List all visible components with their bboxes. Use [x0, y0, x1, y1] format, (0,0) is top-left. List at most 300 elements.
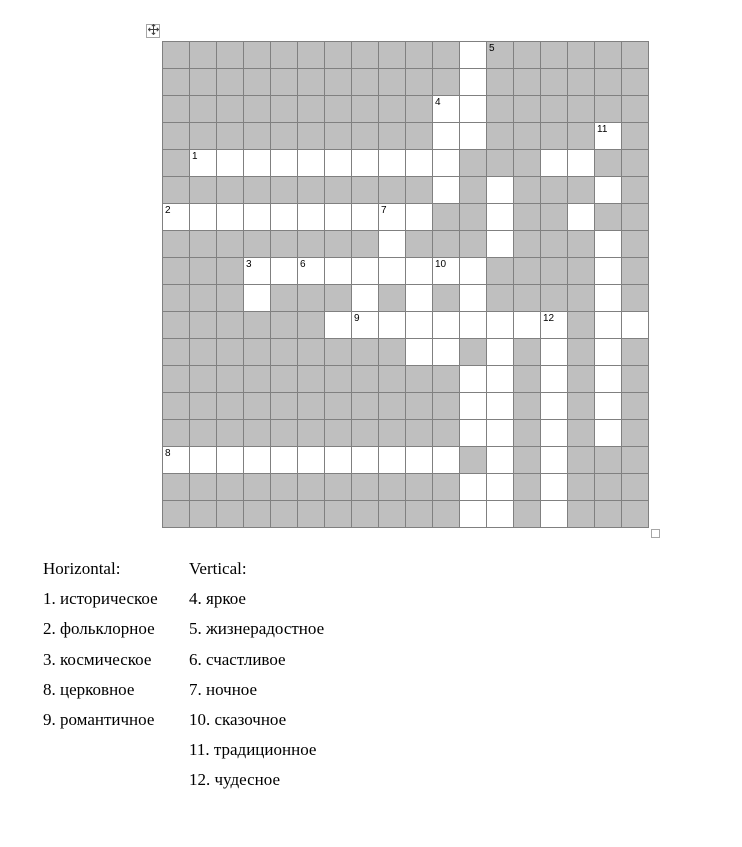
answer-cell[interactable]: [406, 312, 433, 339]
answer-cell[interactable]: [541, 339, 568, 366]
blocked-cell: [271, 285, 298, 312]
blocked-cell: [622, 150, 649, 177]
grid-row: [163, 339, 649, 366]
blocked-cell: [163, 177, 190, 204]
answer-cell[interactable]: [568, 150, 595, 177]
clue-number: 9: [354, 313, 360, 324]
vertical-clue: 10. сказочное: [189, 709, 287, 729]
crossword-grid: [162, 41, 649, 528]
blocked-cell: [190, 231, 217, 258]
blocked-cell: [271, 393, 298, 420]
answer-cell[interactable]: [433, 123, 460, 150]
blocked-cell: [433, 42, 460, 69]
blocked-cell: [298, 420, 325, 447]
answer-cell[interactable]: [352, 312, 379, 339]
horizontal-clues-title: Horizontal:: [43, 559, 121, 578]
blocked-cell: [622, 339, 649, 366]
answer-cell[interactable]: [244, 258, 271, 285]
blocked-cell: [541, 42, 568, 69]
blocked-cell: [163, 393, 190, 420]
blocked-cell: [595, 69, 622, 96]
answer-cell[interactable]: [487, 474, 514, 501]
blocked-cell: [163, 339, 190, 366]
blocked-cell: [217, 231, 244, 258]
blocked-cell: [487, 69, 514, 96]
blocked-cell: [352, 231, 379, 258]
answer-cell[interactable]: [244, 285, 271, 312]
answer-cell[interactable]: [379, 231, 406, 258]
blocked-cell: [379, 177, 406, 204]
answer-cell[interactable]: [352, 150, 379, 177]
grid-row: [163, 204, 649, 231]
blocked-cell: [568, 474, 595, 501]
vertical-clue: 4. яркое: [189, 589, 246, 609]
answer-cell[interactable]: [244, 447, 271, 474]
blocked-cell: [298, 312, 325, 339]
answer-cell[interactable]: [190, 204, 217, 231]
blocked-cell: [298, 501, 325, 528]
blocked-cell: [190, 69, 217, 96]
blocked-cell: [217, 123, 244, 150]
blocked-cell: [622, 204, 649, 231]
blocked-cell: [325, 366, 352, 393]
blocked-cell: [433, 393, 460, 420]
blocked-cell: [163, 96, 190, 123]
answer-cell[interactable]: [595, 177, 622, 204]
blocked-cell: [568, 285, 595, 312]
answer-cell[interactable]: [406, 204, 433, 231]
answer-cell[interactable]: [460, 96, 487, 123]
blocked-cell: [271, 420, 298, 447]
table-resize-handle[interactable]: [651, 529, 660, 538]
blocked-cell: [433, 501, 460, 528]
answer-cell[interactable]: [487, 366, 514, 393]
answer-cell[interactable]: [433, 96, 460, 123]
answer-cell[interactable]: [595, 231, 622, 258]
clue-number: 11: [597, 124, 608, 135]
blocked-cell: [568, 420, 595, 447]
blocked-cell: [271, 366, 298, 393]
vertical-clues: [189, 559, 324, 801]
blocked-cell: [217, 393, 244, 420]
grid-row: [163, 258, 649, 285]
blocked-cell: [271, 501, 298, 528]
clue-number: 7: [381, 205, 387, 216]
answer-cell[interactable]: [379, 150, 406, 177]
blocked-cell: [568, 123, 595, 150]
blocked-cell: [568, 501, 595, 528]
blocked-cell: [514, 96, 541, 123]
blocked-cell: [487, 285, 514, 312]
blocked-cell: [622, 123, 649, 150]
blocked-cell: [460, 150, 487, 177]
blocked-cell: [190, 258, 217, 285]
answer-cell[interactable]: [595, 258, 622, 285]
blocked-cell: [190, 123, 217, 150]
blocked-cell: [514, 285, 541, 312]
blocked-cell: [298, 177, 325, 204]
blocked-cell: [622, 447, 649, 474]
answer-cell[interactable]: [460, 285, 487, 312]
answer-cell[interactable]: [433, 312, 460, 339]
blocked-cell: [514, 231, 541, 258]
grid-row: [163, 177, 649, 204]
blocked-cell: [541, 96, 568, 123]
blocked-cell: [568, 258, 595, 285]
blocked-cell: [244, 69, 271, 96]
answer-cell[interactable]: [487, 447, 514, 474]
blocked-cell: [163, 258, 190, 285]
blocked-cell: [541, 177, 568, 204]
answer-cell[interactable]: [325, 204, 352, 231]
answer-cell[interactable]: [460, 123, 487, 150]
answer-cell[interactable]: [298, 258, 325, 285]
blocked-cell: [298, 285, 325, 312]
blocked-cell: [433, 285, 460, 312]
answer-cell[interactable]: [460, 501, 487, 528]
blocked-cell: [298, 123, 325, 150]
blocked-cell: [622, 474, 649, 501]
answer-cell[interactable]: [487, 231, 514, 258]
blocked-cell: [514, 501, 541, 528]
blocked-cell: [271, 123, 298, 150]
blocked-cell: [487, 150, 514, 177]
answer-cell[interactable]: [352, 447, 379, 474]
blocked-cell: [244, 96, 271, 123]
answer-cell[interactable]: [568, 204, 595, 231]
clue-number: 2: [165, 205, 171, 216]
blocked-cell: [622, 177, 649, 204]
blocked-cell: [325, 231, 352, 258]
answer-cell[interactable]: [217, 204, 244, 231]
answer-cell[interactable]: [406, 285, 433, 312]
clue-number: 10: [435, 259, 447, 270]
blocked-cell: [352, 177, 379, 204]
blocked-cell: [325, 474, 352, 501]
blocked-cell: [217, 420, 244, 447]
answer-cell[interactable]: [595, 420, 622, 447]
blocked-cell: [379, 339, 406, 366]
answer-cell[interactable]: [622, 312, 649, 339]
answer-cell[interactable]: [217, 150, 244, 177]
blocked-cell: [298, 96, 325, 123]
blocked-cell: [514, 447, 541, 474]
answer-cell[interactable]: [487, 420, 514, 447]
answer-cell[interactable]: [595, 393, 622, 420]
blocked-cell: [460, 231, 487, 258]
answer-cell[interactable]: [487, 312, 514, 339]
blocked-cell: [595, 96, 622, 123]
blocked-cell: [487, 96, 514, 123]
blocked-cell: [325, 339, 352, 366]
answer-cell[interactable]: [487, 177, 514, 204]
blocked-cell: [541, 69, 568, 96]
answer-cell[interactable]: [460, 258, 487, 285]
blocked-cell: [244, 420, 271, 447]
answer-cell[interactable]: [352, 204, 379, 231]
grid-row: [163, 285, 649, 312]
answer-cell[interactable]: [325, 258, 352, 285]
blocked-cell: [352, 339, 379, 366]
blocked-cell: [433, 204, 460, 231]
blocked-cell: [379, 69, 406, 96]
answer-cell[interactable]: [595, 123, 622, 150]
blocked-cell: [379, 366, 406, 393]
blocked-cell: [595, 501, 622, 528]
blocked-cell: [352, 474, 379, 501]
blocked-cell: [352, 393, 379, 420]
answer-cell[interactable]: [460, 420, 487, 447]
blocked-cell: [163, 150, 190, 177]
blocked-cell: [514, 339, 541, 366]
answer-cell[interactable]: [271, 447, 298, 474]
blocked-cell: [217, 312, 244, 339]
blocked-cell: [541, 285, 568, 312]
answer-cell[interactable]: [541, 393, 568, 420]
answer-cell[interactable]: [352, 285, 379, 312]
answer-cell[interactable]: [433, 177, 460, 204]
blocked-cell: [622, 96, 649, 123]
blocked-cell: [514, 204, 541, 231]
blocked-cell: [514, 393, 541, 420]
blocked-cell: [325, 501, 352, 528]
answer-cell[interactable]: [514, 312, 541, 339]
blocked-cell: [433, 420, 460, 447]
answer-cell[interactable]: [433, 258, 460, 285]
blocked-cell: [433, 231, 460, 258]
blocked-cell: [379, 285, 406, 312]
blocked-cell: [514, 42, 541, 69]
answer-cell[interactable]: [595, 366, 622, 393]
answer-cell[interactable]: [595, 339, 622, 366]
vertical-clue: 12. чудесное: [189, 770, 280, 790]
answer-cell[interactable]: [271, 150, 298, 177]
blocked-cell: [190, 177, 217, 204]
blocked-cell: [244, 231, 271, 258]
answer-cell[interactable]: [406, 258, 433, 285]
clue-number: 12: [543, 313, 555, 324]
blocked-cell: [271, 96, 298, 123]
answer-cell[interactable]: [487, 393, 514, 420]
answer-cell[interactable]: [541, 447, 568, 474]
blocked-cell: [163, 420, 190, 447]
grid-row: [163, 447, 649, 474]
answer-cell[interactable]: [595, 285, 622, 312]
answer-cell[interactable]: [325, 447, 352, 474]
blocked-cell: [217, 501, 244, 528]
blocked-cell: [217, 96, 244, 123]
answer-cell[interactable]: [406, 447, 433, 474]
answer-cell[interactable]: [163, 204, 190, 231]
vertical-clues-title: Vertical:: [189, 559, 247, 578]
answer-cell[interactable]: [460, 474, 487, 501]
clue-number: 3: [246, 259, 252, 270]
answer-cell[interactable]: [541, 312, 568, 339]
blocked-cell: [163, 285, 190, 312]
answer-cell[interactable]: [433, 150, 460, 177]
blocked-cell: [244, 177, 271, 204]
blocked-cell: [514, 420, 541, 447]
blocked-cell: [163, 231, 190, 258]
blocked-cell: [244, 474, 271, 501]
blocked-cell: [514, 69, 541, 96]
answer-cell[interactable]: [487, 501, 514, 528]
blocked-cell: [379, 393, 406, 420]
blocked-cell: [190, 474, 217, 501]
answer-cell[interactable]: [460, 42, 487, 69]
move-arrows-icon: [148, 22, 159, 40]
blocked-cell: [568, 339, 595, 366]
blocked-cell: [298, 366, 325, 393]
blocked-cell: [190, 285, 217, 312]
grid-row: [163, 150, 649, 177]
answer-cell[interactable]: [595, 312, 622, 339]
grid-row: [163, 393, 649, 420]
grid-row: [163, 69, 649, 96]
blocked-cell: [325, 96, 352, 123]
blocked-cell: [217, 177, 244, 204]
blocked-cell: [406, 474, 433, 501]
clue-number: 1: [192, 151, 198, 162]
answer-cell[interactable]: [190, 150, 217, 177]
blocked-cell: [163, 312, 190, 339]
blocked-cell: [622, 501, 649, 528]
blocked-cell: [379, 420, 406, 447]
vertical-clue: 6. счастливое: [189, 649, 286, 669]
answer-cell[interactable]: [190, 447, 217, 474]
blocked-cell: [163, 474, 190, 501]
blocked-cell: [595, 447, 622, 474]
blocked-cell: [325, 177, 352, 204]
answer-cell[interactable]: [460, 312, 487, 339]
blocked-cell: [568, 393, 595, 420]
blocked-cell: [190, 96, 217, 123]
answer-cell[interactable]: [352, 258, 379, 285]
answer-cell[interactable]: [406, 339, 433, 366]
grid-row: [163, 312, 649, 339]
horizontal-clue: 3. космическое: [43, 649, 152, 669]
blocked-cell: [622, 420, 649, 447]
blocked-cell: [244, 42, 271, 69]
blocked-cell: [298, 69, 325, 96]
answer-cell[interactable]: [541, 150, 568, 177]
answer-cell[interactable]: [460, 366, 487, 393]
blocked-cell: [352, 42, 379, 69]
blocked-cell: [325, 285, 352, 312]
blocked-cell: [433, 69, 460, 96]
blocked-cell: [244, 501, 271, 528]
grid-row: [163, 420, 649, 447]
blocked-cell: [568, 366, 595, 393]
blocked-cell: [568, 231, 595, 258]
blocked-cell: [352, 69, 379, 96]
blocked-cell: [514, 366, 541, 393]
blocked-cell: [514, 177, 541, 204]
grid-row: [163, 501, 649, 528]
blocked-cell: [325, 69, 352, 96]
blocked-cell: [217, 69, 244, 96]
answer-cell[interactable]: [433, 447, 460, 474]
blocked-cell: [595, 42, 622, 69]
answer-cell[interactable]: [244, 204, 271, 231]
blocked-cell: [163, 69, 190, 96]
blocked-cell: [595, 474, 622, 501]
blocked-cell: [541, 258, 568, 285]
blocked-cell: [271, 231, 298, 258]
answer-cell[interactable]: [379, 312, 406, 339]
horizontal-clue: 9. романтичное: [43, 709, 155, 729]
answer-cell[interactable]: [487, 204, 514, 231]
blocked-cell: [217, 285, 244, 312]
answer-cell[interactable]: [244, 150, 271, 177]
answer-cell[interactable]: [298, 150, 325, 177]
answer-cell[interactable]: [460, 393, 487, 420]
answer-cell[interactable]: [325, 150, 352, 177]
blocked-cell: [460, 339, 487, 366]
answer-cell[interactable]: [541, 366, 568, 393]
answer-cell[interactable]: [379, 204, 406, 231]
answer-cell[interactable]: [298, 204, 325, 231]
answer-cell[interactable]: [217, 447, 244, 474]
vertical-clue: 5. жизнерадостное: [189, 619, 325, 639]
blocked-cell: [190, 393, 217, 420]
grid-row: [163, 474, 649, 501]
clue-number: 5: [489, 43, 495, 54]
blocked-cell: [163, 42, 190, 69]
answer-cell[interactable]: [460, 69, 487, 96]
blocked-cell: [190, 501, 217, 528]
answer-cell[interactable]: [379, 258, 406, 285]
answer-cell[interactable]: [379, 447, 406, 474]
answer-cell[interactable]: [325, 312, 352, 339]
blocked-cell: [595, 204, 622, 231]
answer-cell[interactable]: [487, 339, 514, 366]
blocked-cell: [190, 366, 217, 393]
answer-cell[interactable]: [163, 447, 190, 474]
answer-cell[interactable]: [541, 420, 568, 447]
blocked-cell: [244, 393, 271, 420]
blocked-cell: [163, 501, 190, 528]
blocked-cell: [298, 231, 325, 258]
answer-cell[interactable]: [298, 447, 325, 474]
grid-row: [163, 231, 649, 258]
table-move-handle[interactable]: [146, 24, 160, 38]
answer-cell[interactable]: [406, 150, 433, 177]
blocked-cell: [622, 285, 649, 312]
grid-row: [163, 96, 649, 123]
blocked-cell: [217, 366, 244, 393]
blocked-cell: [514, 123, 541, 150]
blocked-cell: [271, 69, 298, 96]
blocked-cell: [352, 96, 379, 123]
answer-cell[interactable]: [271, 258, 298, 285]
blocked-cell: [514, 258, 541, 285]
horizontal-clue: 8. церковное: [43, 679, 135, 699]
blocked-cell: [487, 42, 514, 69]
blocked-cell: [406, 177, 433, 204]
blocked-cell: [541, 204, 568, 231]
answer-cell[interactable]: [541, 474, 568, 501]
answer-cell[interactable]: [541, 501, 568, 528]
answer-cell[interactable]: [271, 204, 298, 231]
blocked-cell: [406, 393, 433, 420]
blocked-cell: [298, 393, 325, 420]
blocked-cell: [298, 474, 325, 501]
blocked-cell: [433, 366, 460, 393]
blocked-cell: [622, 42, 649, 69]
blocked-cell: [568, 96, 595, 123]
answer-cell[interactable]: [433, 339, 460, 366]
